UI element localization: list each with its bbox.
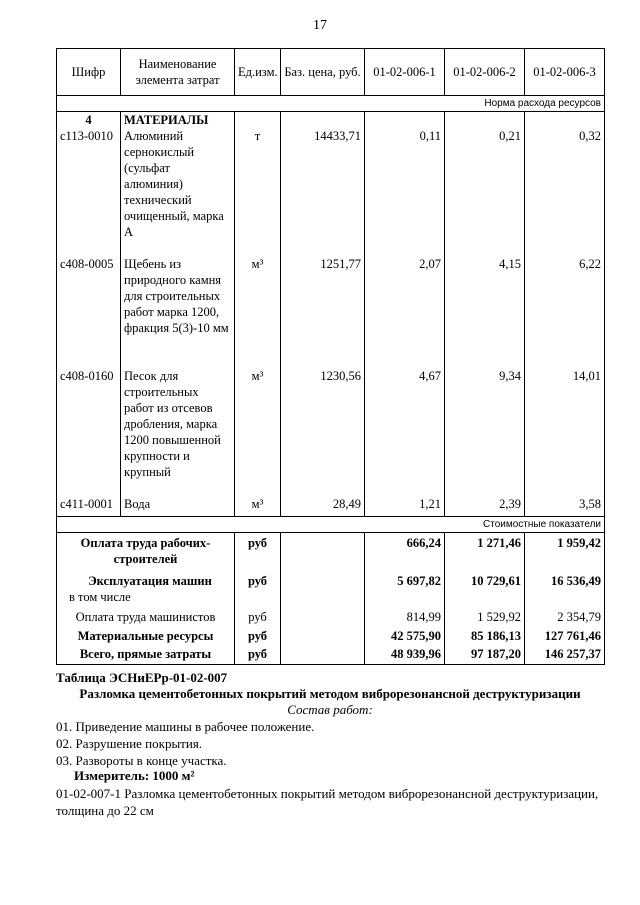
cost-machines-unit: руб <box>235 567 281 605</box>
material-unit: м³ <box>235 496 281 517</box>
item-line1: 01-02-007-1 Разломка цементобетонных покрытий методом виброрезонансной деструктуризации, <box>56 786 599 801</box>
header-unit: Ед.изм. <box>235 49 281 96</box>
cost-machines-v2: 10 729,61 <box>445 567 525 605</box>
resource-table <box>56 48 605 665</box>
material-unit: м³ <box>235 368 281 496</box>
material-price: 1251,77 <box>281 256 365 368</box>
cost-total-label: Всего, прямые затраты <box>57 644 235 665</box>
cost-materials-unit: руб <box>235 625 281 644</box>
norm-label-row <box>57 96 605 112</box>
header-col2: 01-02-006-2 <box>445 49 525 96</box>
cost-operators-v1: 814,99 <box>365 605 445 625</box>
material-price: 1230,56 <box>281 368 365 496</box>
material-v2: 4,15 <box>445 256 525 368</box>
table-row <box>57 128 605 256</box>
group-title: МАТЕРИАЛЫ <box>121 112 235 129</box>
cost-materials-v3: 127 761,46 <box>525 625 605 644</box>
material-v3: 0,32 <box>525 128 605 256</box>
cost-labor-v2: 1 271,46 <box>445 533 525 568</box>
page-number: 17 <box>313 18 327 33</box>
cost-row-machines <box>57 567 605 605</box>
material-code: с113-0010 <box>57 128 121 256</box>
cost-total-v2: 97 187,20 <box>445 644 525 665</box>
cost-materials-v2: 85 186,13 <box>445 625 525 644</box>
material-name: Вода <box>121 496 235 517</box>
cost-operators-v2: 1 529,92 <box>445 605 525 625</box>
cost-labor-label: Оплата труда рабочих-строителей <box>57 533 235 568</box>
cost-machines-sub: в том числе <box>69 590 131 604</box>
material-v3: 6,22 <box>525 256 605 368</box>
cost-operators-unit: руб <box>235 605 281 625</box>
cost-row-labor <box>57 533 605 568</box>
material-v1: 0,11 <box>365 128 445 256</box>
table-row <box>57 256 605 368</box>
header-col3: 01-02-006-3 <box>525 49 605 96</box>
header-name: Наименование элемента затрат <box>121 49 235 96</box>
material-code: с408-0160 <box>57 368 121 496</box>
material-v1: 4,67 <box>365 368 445 496</box>
meter: Измеритель: 1000 м² <box>74 768 195 783</box>
cost-row-total <box>57 644 605 665</box>
material-name: Песок для строительных работ из отсевов дробления, марка 1200 повышенной крупности и крупный <box>121 368 235 496</box>
material-v2: 0,21 <box>445 128 525 256</box>
cost-row-materials <box>57 625 605 644</box>
table-row <box>57 368 605 496</box>
header-price: Баз. цена, руб. <box>281 49 365 96</box>
cost-label: Стоимостные показатели <box>57 517 605 533</box>
table-row <box>57 496 605 517</box>
material-v1: 2,07 <box>365 256 445 368</box>
cost-machines-cell <box>57 567 235 605</box>
material-v3: 3,58 <box>525 496 605 517</box>
material-price: 28,49 <box>281 496 365 517</box>
material-code: с411-0001 <box>57 496 121 517</box>
group-row <box>57 112 605 129</box>
material-v3: 14,01 <box>525 368 605 496</box>
item-line2: толщина до 22 см <box>56 803 154 818</box>
norm-label: Норма расхода ресурсов <box>57 96 605 112</box>
section-heading: Разломка цементобетонных покрытий методом виброрезонансной деструктуризации <box>79 686 581 701</box>
header-code: Шифр <box>57 49 121 96</box>
work-item: 01. Приведение машины в рабочее положение. <box>56 719 315 734</box>
cost-total-v1: 48 939,96 <box>365 644 445 665</box>
cost-labor-v1: 666,24 <box>365 533 445 568</box>
material-unit: м³ <box>235 256 281 368</box>
cost-materials-v1: 42 575,90 <box>365 625 445 644</box>
material-name: Алюминий сернокислый (сульфат алюминия) технический очищенный, марка А <box>121 128 235 256</box>
material-unit: т <box>235 128 281 256</box>
material-v1: 1,21 <box>365 496 445 517</box>
cost-label-row <box>57 517 605 533</box>
cost-machines-v3: 16 536,49 <box>525 567 605 605</box>
cost-operators-v3: 2 354,79 <box>525 605 605 625</box>
cost-operators-label: Оплата труда машинистов <box>57 605 235 625</box>
material-v2: 9,34 <box>445 368 525 496</box>
material-code: с408-0005 <box>57 256 121 368</box>
cost-total-v3: 146 257,37 <box>525 644 605 665</box>
table-title: Таблица ЭСНиЕРр-01-02-007 <box>56 670 228 685</box>
cost-labor-unit: руб <box>235 533 281 568</box>
material-price: 14433,71 <box>281 128 365 256</box>
cost-materials-label: Материальные ресурсы <box>57 625 235 644</box>
material-v2: 2,39 <box>445 496 525 517</box>
works-title: Состав работ: <box>287 702 373 717</box>
group-number: 4 <box>57 112 121 129</box>
table-header-row <box>57 49 605 96</box>
cost-row-operators <box>57 605 605 625</box>
header-col1: 01-02-006-1 <box>365 49 445 96</box>
material-name: Щебень из природного камня для строительных работ марка 1200, фракция 5(3)-10 мм <box>121 256 235 368</box>
cost-machines-label: Эксплуатация машин <box>88 574 212 588</box>
cost-labor-v3: 1 959,42 <box>525 533 605 568</box>
work-item: 03. Развороты в конце участка. <box>56 753 227 768</box>
cost-machines-v1: 5 697,82 <box>365 567 445 605</box>
work-item: 02. Разрушение покрытия. <box>56 736 203 751</box>
cost-total-unit: руб <box>235 644 281 665</box>
